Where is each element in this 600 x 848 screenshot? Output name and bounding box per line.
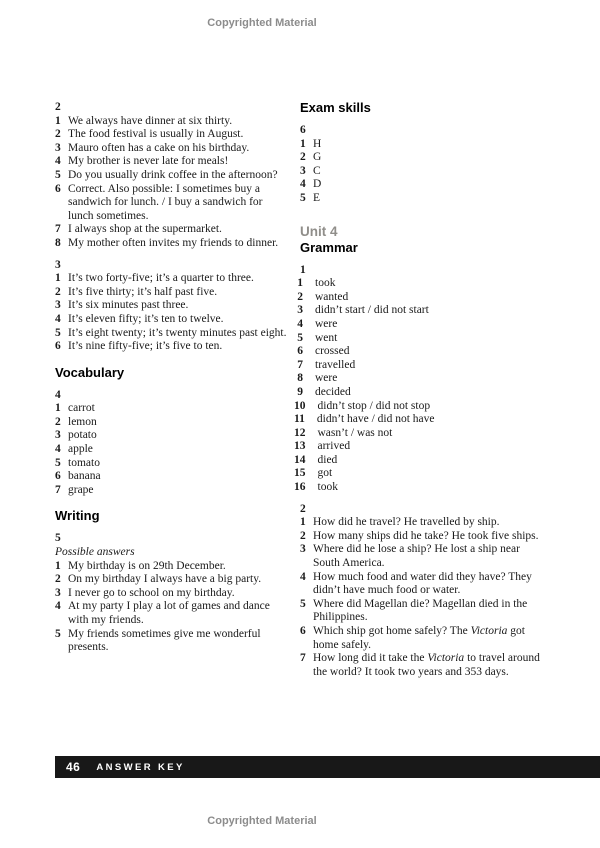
answer-item <box>55 155 295 169</box>
answer-item <box>300 625 572 652</box>
item-number: 7 <box>300 652 306 665</box>
item-number: 8 <box>297 372 303 385</box>
answer-list-section-4 <box>55 402 295 497</box>
right-column <box>294 100 572 679</box>
item-number: 16 <box>294 481 306 494</box>
answer-list-section-3 <box>55 272 295 354</box>
answer-list-grammar-2 <box>300 516 572 679</box>
answer-item <box>294 467 572 481</box>
answer-list-section-5 <box>55 560 295 655</box>
answer-item <box>55 237 295 251</box>
item-text: didn’t start / did not start <box>315 304 429 317</box>
answer-item <box>294 481 572 495</box>
answer-item <box>294 386 572 400</box>
possible-answers-note: Possible answers <box>55 546 135 559</box>
section-number-3: 3 <box>55 258 61 271</box>
answer-item <box>55 470 295 484</box>
item-text: G <box>313 151 322 164</box>
answer-item <box>55 429 295 443</box>
item-text: grape <box>68 483 94 496</box>
item-number: 4 <box>55 600 61 613</box>
item-text: arrived <box>317 440 351 453</box>
answer-item <box>294 440 572 454</box>
item-number: 1 <box>55 114 61 127</box>
item-text: It’s eleven fifty; it’s ten to twelve. <box>68 312 224 325</box>
item-text: On my birthday I always have a big party. <box>68 573 262 586</box>
item-text: got <box>317 467 333 480</box>
answer-item <box>300 178 572 192</box>
item-text: My friends sometimes give me wonderful presents. <box>68 627 261 654</box>
item-text: wanted <box>315 290 349 303</box>
item-text: I always shop at the supermarket. <box>68 223 222 236</box>
item-number: 7 <box>297 358 303 371</box>
item-text: How many ships did he take? He took five ships. <box>313 529 539 542</box>
answer-item <box>300 571 572 598</box>
item-number: 3 <box>300 164 306 177</box>
answer-item <box>55 327 295 341</box>
item-number: 2 <box>55 128 61 141</box>
answer-item <box>55 286 295 300</box>
item-text: The food festival is usually in August. <box>68 128 244 141</box>
item-number: 5 <box>55 456 61 469</box>
answer-item <box>300 543 572 570</box>
item-text: It’s nine fifty-five; it’s five to ten. <box>68 340 223 353</box>
item-number: 2 <box>55 285 61 298</box>
item-number: 5 <box>300 597 306 610</box>
answer-item <box>55 299 295 313</box>
item-number: 6 <box>55 470 61 483</box>
answer-item <box>55 169 295 183</box>
item-number: 4 <box>300 570 306 583</box>
answer-item <box>294 359 572 373</box>
answer-item <box>294 427 572 441</box>
item-number: 1 <box>55 272 61 285</box>
item-number: 1 <box>55 402 61 415</box>
answer-item <box>55 142 295 156</box>
item-number: 3 <box>55 586 61 599</box>
item-text: It’s eight twenty; it’s twenty minutes past eight. <box>68 326 287 339</box>
item-number: 2 <box>55 415 61 428</box>
item-text: I never go to school on my birthday. <box>68 586 235 599</box>
item-number: 4 <box>55 443 61 456</box>
item-text: How did he travel? He travelled by ship. <box>313 516 500 529</box>
section-number-4: 4 <box>55 388 61 401</box>
answer-item <box>55 573 295 587</box>
item-number: 7 <box>55 483 61 496</box>
vocabulary-heading: Vocabulary <box>55 364 125 380</box>
grammar-heading: Grammar <box>300 239 358 255</box>
item-text: C <box>313 164 321 177</box>
item-number: 12 <box>294 426 306 439</box>
item-text: My brother is never late for meals! <box>68 155 229 168</box>
item-text: decided <box>315 385 351 398</box>
item-text: were <box>315 372 338 385</box>
item-text: It’s six minutes past three. <box>68 299 189 312</box>
item-number: 5 <box>55 627 61 640</box>
answer-item <box>294 454 572 468</box>
item-number: 10 <box>294 399 306 412</box>
answer-item <box>294 345 572 359</box>
answer-item <box>294 372 572 386</box>
answer-list-section-6 <box>300 138 572 206</box>
item-text: E <box>313 191 321 204</box>
answer-item <box>55 128 295 142</box>
answer-item <box>55 560 295 574</box>
item-text: lemon <box>68 415 97 428</box>
item-number: 2 <box>55 573 61 586</box>
answer-item <box>294 277 572 291</box>
answer-item <box>294 332 572 346</box>
answer-item <box>294 400 572 414</box>
item-number: 11 <box>294 413 305 426</box>
answer-item <box>55 600 295 627</box>
item-text: My mother often invites my friends to dinner. <box>68 236 279 249</box>
answer-item <box>55 183 295 224</box>
item-number: 1 <box>55 559 61 572</box>
answer-item <box>55 587 295 601</box>
item-number: 2 <box>297 290 303 303</box>
item-text: At my party I play a lot of games and dance with my friends. <box>68 600 270 626</box>
footer-bar <box>55 756 600 778</box>
item-number: 1 <box>297 277 303 290</box>
answer-item <box>300 138 572 152</box>
page-number: 46 <box>66 760 81 774</box>
item-text: potato <box>68 429 97 442</box>
answer-item <box>55 313 295 327</box>
answer-item <box>55 443 295 457</box>
item-number: 6 <box>55 182 61 195</box>
item-number: 1 <box>300 516 306 529</box>
writing-heading: Writing <box>55 508 100 524</box>
answer-item <box>300 151 572 165</box>
answer-item <box>300 530 572 544</box>
copyright-watermark-top: Copyrighted Material <box>207 17 317 29</box>
answer-item <box>55 457 295 471</box>
item-number: 6 <box>55 340 61 353</box>
unit-4-heading: Unit 4 <box>300 223 338 239</box>
item-number: 3 <box>300 543 306 556</box>
answer-item <box>300 652 572 679</box>
item-text: took <box>315 277 336 290</box>
answer-item <box>55 272 295 286</box>
item-number: 1 <box>300 137 306 150</box>
item-text: were <box>315 317 338 330</box>
item-number: 15 <box>294 467 306 480</box>
item-number: 5 <box>55 326 61 339</box>
item-text: went <box>315 331 338 344</box>
left-column <box>55 101 295 655</box>
item-number: 3 <box>55 141 61 154</box>
item-number: 3 <box>55 429 61 442</box>
item-text: Correct. Also possible: I sometimes buy a sandwich for lunch. / I buy a sandwich for lunch sometimes. <box>68 182 263 222</box>
item-text: It’s five thirty; it’s half past five. <box>68 285 218 298</box>
item-text: H <box>313 137 322 150</box>
answer-key-label: ANSWER KEY <box>96 761 185 773</box>
item-text: Do you usually drink coffee in the afternoon? <box>68 168 278 181</box>
item-text: banana <box>68 470 101 483</box>
copyright-watermark-bottom: Copyrighted Material <box>207 815 317 827</box>
item-text: How long did it take the Victoria to travel around the world? It took two years and 353 days. <box>313 652 540 678</box>
item-text: We always have dinner at six thirty. <box>68 114 233 127</box>
item-text: Where did he lose a ship? He lost a ship near South America. <box>313 543 520 570</box>
answer-item <box>294 304 572 318</box>
exam-skills-heading: Exam skills <box>300 100 371 115</box>
section-number-6: 6 <box>300 124 306 136</box>
item-text: apple <box>68 443 93 456</box>
item-number: 13 <box>294 440 306 453</box>
section-number-5: 5 <box>55 532 61 545</box>
grammar-section-number-2: 2 <box>300 502 306 515</box>
answer-list-section-2 <box>55 115 295 251</box>
item-number: 7 <box>55 223 61 236</box>
item-text: tomato <box>68 456 100 469</box>
item-number: 3 <box>55 299 61 312</box>
item-number: 14 <box>294 453 306 466</box>
item-text: My birthday is on 29th December. <box>68 559 226 572</box>
answer-item <box>294 413 572 427</box>
answer-item <box>55 402 295 416</box>
item-number: 6 <box>300 625 306 637</box>
item-text: How much food and water did they have? They didn’t have much food or water. <box>313 570 532 597</box>
item-text: carrot <box>68 402 95 415</box>
item-text: Which ship got home safely? The Victoria got home safely. <box>313 625 525 651</box>
item-number: 5 <box>300 191 306 204</box>
item-number: 9 <box>297 385 303 398</box>
answer-item <box>55 340 295 354</box>
answer-item <box>55 484 295 498</box>
answer-item <box>294 318 572 332</box>
answer-item <box>55 223 295 237</box>
item-number: 2 <box>300 151 306 164</box>
answer-item <box>300 516 572 530</box>
item-text: crossed <box>315 345 350 358</box>
item-text: wasn’t / was not <box>317 426 393 439</box>
item-number: 4 <box>300 178 306 191</box>
item-text: didn’t have / did not have <box>316 413 435 426</box>
item-text: Where did Magellan die? Magellan died in the Philippines. <box>313 597 528 624</box>
item-text: didn’t stop / did not stop <box>317 399 431 412</box>
item-number: 3 <box>297 304 303 317</box>
section-number-2: 2 <box>55 101 61 113</box>
answer-item <box>300 598 572 625</box>
item-text: D <box>313 178 322 191</box>
answer-item <box>55 628 295 655</box>
item-text: died <box>317 453 338 466</box>
item-number: 6 <box>297 345 303 358</box>
answer-item <box>294 291 572 305</box>
item-number: 4 <box>55 312 61 325</box>
answer-item <box>300 165 572 179</box>
item-text: Mauro often has a cake on his birthday. <box>68 141 250 154</box>
item-number: 5 <box>297 331 303 344</box>
answer-item <box>300 192 572 206</box>
item-text: travelled <box>315 358 356 371</box>
item-number: 8 <box>55 236 61 249</box>
item-number: 5 <box>55 168 61 181</box>
item-text: It’s two forty-five; it’s a quarter to three. <box>68 272 254 285</box>
item-number: 2 <box>300 529 306 542</box>
item-text: took <box>317 481 338 494</box>
answer-list-grammar-1 <box>294 277 572 495</box>
answer-item <box>55 115 295 129</box>
answer-item <box>55 416 295 430</box>
item-number: 4 <box>55 155 61 168</box>
grammar-section-number-1: 1 <box>300 263 306 276</box>
item-number: 4 <box>297 317 303 330</box>
